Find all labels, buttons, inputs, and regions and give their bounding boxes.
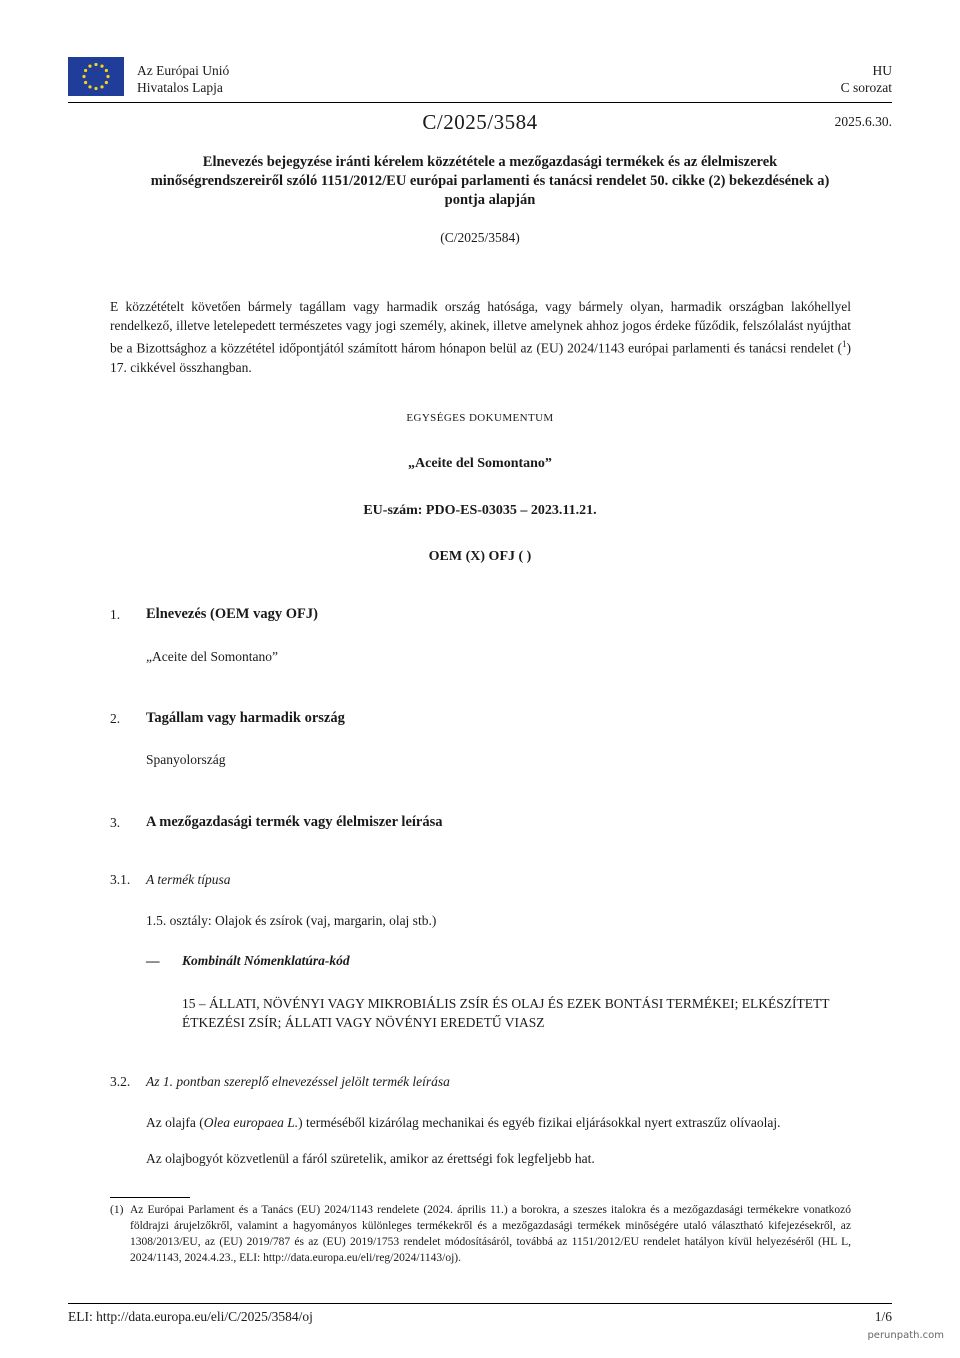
eu-star [100, 65, 103, 68]
footnote-text: Az Európai Parlament és a Tanács (EU) 2024/1143 rendelete (2024. április 11.) a borokra, a szeszes italokra és a mezőgazdasági termékekre vonatkozó földrajzi árujelzőkről, valamint a hagyományos különleges termékekről és a mezőgazdasági termékek minőségére utaló választható kifejezésekről, az 1308/2013/EU, az (EU) 2019/787 és az (EU) 2019/1753 rendelet módosításáról, továbbá az 1151/2012/EU rendelet hatályon kívül helyezéséről (HL L, 2024/1143, 2024.4.23., ELI: http://data.europa.eu/eli/reg/2024/1143/oj). [130, 1204, 851, 1264]
p1-text-after: ) terméséből kizárólag mechanikai és egyéb fizikai eljárásokkal nyert extraszűz olívaolaj. [298, 1115, 781, 1130]
header-divider [68, 102, 892, 103]
eu-star [105, 81, 108, 84]
eu-star [84, 81, 87, 84]
botanical-name: Olea europaea L. [203, 1115, 299, 1130]
designation-type: OEM (X) OFJ ( ) [428, 549, 532, 564]
eli-link[interactable]: ELI: http://data.europa.eu/eli/C/2025/3584/oj [68, 1309, 313, 1324]
section-1-title: Elnevezés (OEM vagy OFJ) [146, 606, 318, 622]
language-code: HU [872, 63, 892, 78]
section-3-2-title: Az 1. pontban szereplő elnevezéssel jelölt termék leírása [146, 1074, 450, 1089]
document-number: C/2025/3584 [422, 110, 538, 134]
section-3-number: 3. [110, 815, 121, 830]
document-title: Elnevezés bejegyzése iránti kérelem közzététele a mezőgazdasági termékek és az élelmiszerek minőségrendszereiről szóló 1151/2012/EU európai parlamenti és tanácsi rendelet 50. cikke (2) bekezdésének a) pontja alapján [150, 154, 830, 208]
watermark: perunpath.com [867, 1330, 944, 1341]
footnote [110, 1202, 851, 1266]
list-dash: — [146, 953, 160, 968]
product-name-heading: „Aceite del Somontano” [408, 456, 552, 471]
product-description-p1 [146, 1115, 781, 1131]
eu-flag-logo [68, 57, 124, 96]
intro-text-after: ) 17. cikkével összhangban. [110, 340, 851, 375]
product-class: 1.5. osztály: Olajok és zsírok (vaj, margarin, olaj stb.) [146, 913, 437, 928]
eu-star [82, 75, 85, 78]
single-document-heading: EGYSÉGES DOKUMENTUM [406, 412, 554, 424]
section-3-1-number: 3.1. [110, 872, 131, 887]
page-number: 1/6 [874, 1309, 892, 1324]
publication-date: 2025.6.30. [834, 114, 892, 129]
eu-star [88, 65, 91, 68]
footnote-mark: (1) [110, 1204, 124, 1216]
series-info [841, 62, 892, 96]
section-1-value: „Aceite del Somontano” [146, 649, 278, 664]
section-3-1-title: A termék típusa [146, 872, 231, 887]
intro-paragraph [110, 297, 851, 377]
org-line-1: Az Európai Unió [137, 63, 230, 78]
section-2-number: 2. [110, 711, 121, 726]
eu-number: EU-szám: PDO-ES-03035 – 2023.11.21. [363, 503, 597, 518]
product-description-p2: Az olajbogyót közvetlenül a fáról szüretelik, amikor az érettségi fok legfeljebb hat. [146, 1151, 595, 1166]
cn-code-value: 15 – ÁLLATI, NÖVÉNYI VAGY MIKROBIÁLIS ZSÍR ÉS OLAJ ÉS EZEK BONTÁSI TERMÉKEI; ELKÉSZÍTETT ÉTKEZÉSI ZSÍR; ÁLLATI VAGY NÖVÉNYI EREDETŰ VIASZ [182, 996, 830, 1030]
document-reference: (C/2025/3584) [440, 230, 520, 245]
section-3-2-number: 3.2. [110, 1074, 131, 1089]
intro-text-before: E közzétételt követően bármely tagállam vagy harmadik ország hatósága, vagy bármely olyan, harmadik országban lakóhellyel rendelkező, illetve letelepedett természetes vagy jogi személy, akinek, illetve amelynek ahhoz jogos érdeke fűződik, felszólalást nyújthat be a Bizottsághoz a közzététel időpontjától számított három hónapon belül az (EU) 2024/1143 európai parlamenti és tanácsi rendelet ( [110, 299, 851, 356]
eu-star [100, 85, 103, 88]
eu-stars-icon [68, 57, 124, 96]
eu-star [94, 87, 97, 90]
eu-star [105, 69, 108, 72]
section-1-number: 1. [110, 607, 121, 622]
journal-name [137, 62, 229, 96]
eu-star [88, 85, 91, 88]
footer-divider [68, 1303, 892, 1304]
section-3-title: A mezőgazdasági termék vagy élelmiszer leírása [146, 814, 443, 830]
footnote-reference[interactable]: 1 [842, 339, 847, 349]
footnote-divider [110, 1197, 190, 1198]
series-label: C sorozat [840, 80, 892, 95]
eu-star [84, 69, 87, 72]
p1-text-before: Az olajfa ( [146, 1115, 204, 1130]
cn-code-label: Kombinált Nómenklatúra-kód [182, 953, 350, 968]
eu-star [94, 63, 97, 66]
section-2-title: Tagállam vagy harmadik ország [146, 710, 345, 726]
org-line-2: Hivatalos Lapja [137, 80, 223, 95]
section-2-value: Spanyolország [146, 752, 226, 767]
eu-star [106, 75, 109, 78]
